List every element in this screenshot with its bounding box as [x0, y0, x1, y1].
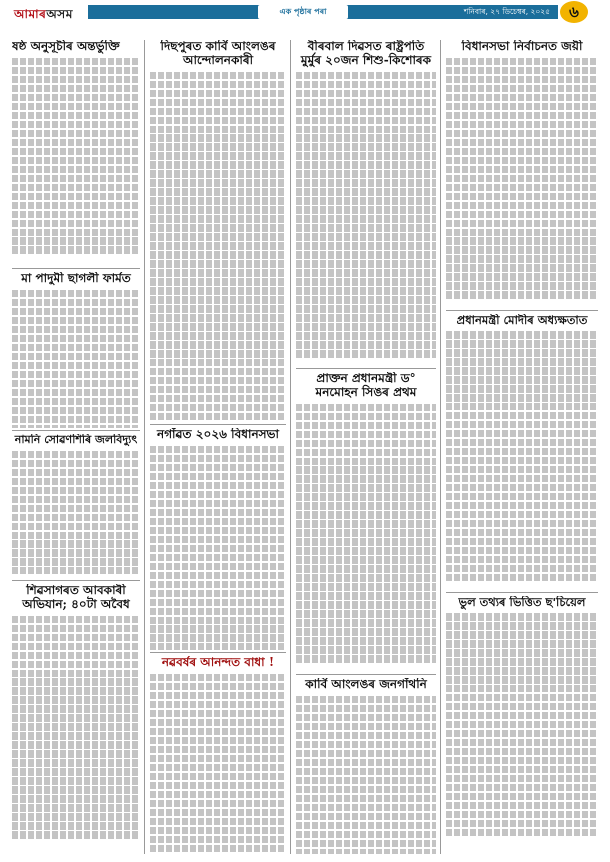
headline: ষষ্ঠ অনুসূচীৰ অন্তৰ্ভুক্তি: [12, 40, 120, 53]
article-divider: [150, 652, 286, 653]
article-karbi-protesters: [150, 40, 286, 422]
article-goat-farm: [12, 272, 140, 428]
article-divider: [12, 430, 140, 431]
column-rule: [440, 40, 441, 854]
article-divider: [12, 580, 140, 581]
headline: প্ৰধানমন্ত্ৰী মোদীৰ অধ্যক্ষতাত: [456, 314, 588, 327]
article-divider: [296, 368, 436, 369]
logo-part-2: অসম: [46, 7, 73, 21]
masthead: [0, 0, 610, 40]
article-nagaon-assembly: [150, 428, 286, 650]
article-assembly-election-win: [446, 40, 598, 308]
newspaper-logo: [14, 6, 73, 26]
article-sixth-schedule: [12, 40, 140, 268]
article-excise-drive: [12, 584, 140, 854]
headline: মা পাদুমী ছাগলী ফাৰ্মত: [21, 272, 131, 285]
headline: কাৰ্বি আংলঙৰ জনগাঁথনি: [305, 678, 427, 691]
headline: নগাঁৱত ২০২৬ বিধানসভা: [157, 428, 279, 441]
article-body: [446, 331, 598, 581]
article-subansiri-hydro: [12, 434, 140, 574]
headline: বীৰবাল দিৱসত ৰাষ্ট্ৰপতি মুৰ্মুৰ ২০জন শিশু-কিশোৰক: [300, 40, 432, 67]
headline: দিছপুৰত কাৰ্বি আংলঙৰ আন্দোলনকাৰী: [160, 40, 276, 67]
headline: নৱবৰ্ষৰ আনন্দত বাধা !: [161, 656, 275, 669]
article-body: [12, 451, 140, 574]
column-rule: [144, 40, 145, 854]
article-body: [12, 290, 140, 428]
article-body: [150, 446, 286, 650]
article-body: [12, 616, 140, 839]
article-divider: [150, 424, 286, 425]
article-divider: [446, 310, 598, 311]
article-body: [296, 404, 436, 663]
article-body: [150, 674, 286, 852]
article-body: [296, 696, 436, 854]
logo-part-1: আমাৰ: [14, 7, 47, 21]
section-label: এক পৃষ্ঠাৰ পৰা: [258, 5, 348, 19]
headline: প্ৰাক্তন প্ৰধানমন্ত্ৰী ড° মনমোহন সিঙৰ প্ৰথম: [315, 372, 417, 399]
article-body: [446, 58, 598, 299]
article-veer-baal-diwas: [296, 40, 436, 366]
article-pm-modi: [446, 314, 598, 590]
headline: নামনি সোৱণশিৰি জলবিদ্যুৎ: [14, 434, 138, 446]
article-body: [446, 613, 598, 836]
article-body: [150, 72, 286, 422]
article-social-media-misinfo: [446, 596, 598, 854]
article-body: [296, 72, 436, 358]
headline: ভুল তথ্যৰ ভিত্তিত ছ'চিয়েল: [458, 596, 586, 609]
page-number: ৬: [560, 1, 588, 23]
article-divider: [296, 674, 436, 675]
issue-date: শনিবাৰ, ২৭ ডিচেম্বৰ, ২০২৫: [463, 7, 550, 16]
article-divider: [12, 268, 140, 269]
article-karbi-population: [296, 678, 436, 854]
headline: বিধানসভা নিৰ্বাচনত জয়ী: [461, 40, 583, 53]
headline: শিৱসাগৰত আবকাৰী অভিযান; ৪০টা অবৈধ: [22, 584, 130, 611]
article-manmohan-singh: [296, 372, 436, 672]
article-body: [12, 58, 140, 254]
article-divider: [446, 592, 598, 593]
